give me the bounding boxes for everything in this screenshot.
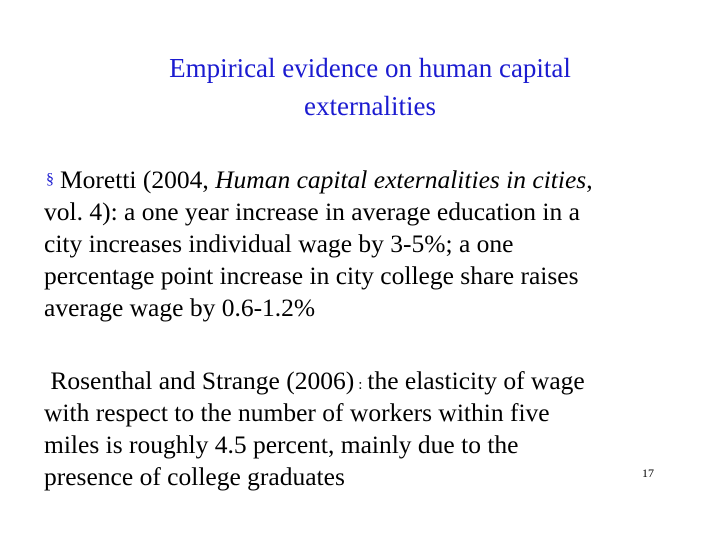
bullet-moretti-line-3: city increases individual wage by 3-5%; a one [44, 229, 514, 258]
slide-title-line-2: externalities [304, 91, 436, 121]
square-bullet-icon: § [46, 171, 54, 188]
bullet-rosenthal-line-4: presence of college graduates [44, 462, 345, 491]
rosenthal-citation-text: Rosenthal and Strange (2006) [50, 366, 355, 395]
bullet-rosenthal-strange [44, 365, 694, 493]
bullet-rosenthal-line-3: miles is roughly 4.5 percent, mainly due to the [44, 430, 519, 459]
moretti-citation-text: Moretti (2004, [60, 165, 216, 194]
bullet-moretti-line-5: average wage by 0.6-1.2% [44, 293, 316, 322]
rosenthal-colon: : [358, 377, 363, 393]
bullet-moretti-line-4: percentage point increase in city college share raises [44, 261, 579, 290]
moretti-citation-comma: , [586, 165, 593, 194]
slide-title [70, 49, 670, 125]
bullet-moretti-line-1 [44, 164, 694, 196]
slide-title-line-1: Empirical evidence on human capital [169, 53, 571, 83]
rosenthal-line-1-rest: the elasticity of wage [367, 366, 585, 395]
bullet-moretti-line-2: vol. 4): a one year increase in average education in a [44, 197, 580, 226]
bullet-moretti [44, 164, 694, 324]
moretti-paper-title: Human capital externalities in cities [215, 165, 587, 194]
bullet-rosenthal-line-1 [44, 365, 694, 397]
slide-number: 17 [642, 466, 654, 480]
bullet-rosenthal-line-2: with respect to the number of workers within five [44, 398, 550, 427]
